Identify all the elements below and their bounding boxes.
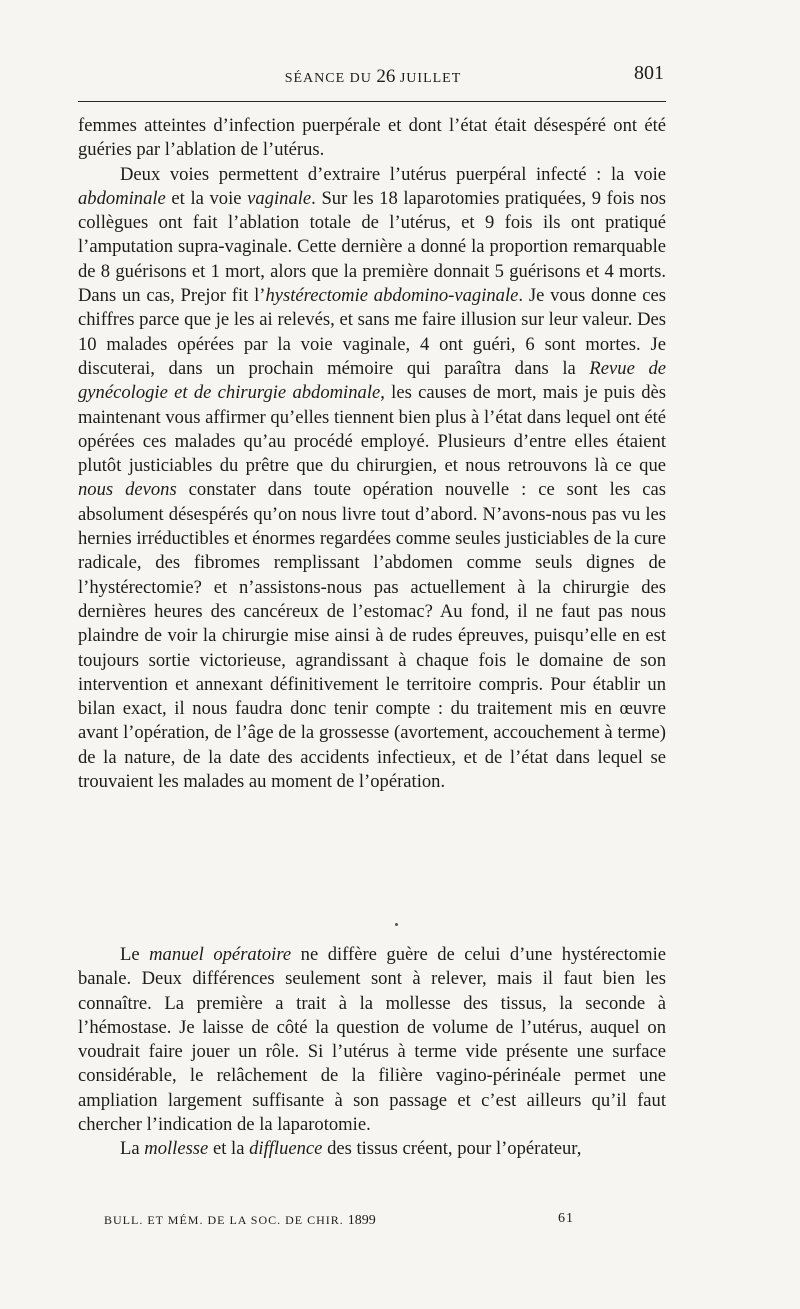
running-head-month: JUILLET [399,71,462,86]
text-run: Deux voies permettent d’extraire l’utérus puerpéral infecté : la voie [120,163,666,185]
page-header [78,62,668,92]
footer-journal-title: BULL. ET MÉM. DE LA SOC. DE CHIR. [104,1213,344,1227]
text-run: et la voie [165,187,248,209]
italic-journal-title: Revue de gynécologie et de chirurgie abdominale [78,357,666,404]
text-run: , les causes de mort, mais je puis dès maintenant vous affirmer qu’elles tiennent bien plus à l’état dans lequel ont été opérées ces malades qu’au procédé employé. Plusieurs d’entre elles étaient plutôt justiciables du prêtre que du chirurgien, et nous retrouvons là ce que [78,382,666,477]
italic-term: vaginale [247,187,312,209]
page-number: 801 [634,62,664,84]
paragraph-mollesse [78,1137,666,1161]
italic-term: nous devons [78,479,177,501]
text-run: . Je vous donne ces chiffres parce que je les ai relevés, et sans me faire illusion sur leur valeur. Des 10 malades opérées par la voie vaginale, 4 ont guéri, 6 sont mortes. Je discuterai, dans un prochain mémoire qui paraîtra dans la [78,285,666,379]
paragraph-continuation: femmes atteintes d’infection puerpérale et dont l’état était désespéré ont été guéries par l’ablation de l’utérus. [78,115,666,161]
italic-term: hystérectomie abdomino-vaginale [265,285,519,307]
italic-term: manuel opératoire [149,944,292,965]
text-run: . Sur les 18 laparotomies pratiquées, 9 fois nos collègues ont fait l’ablation totale de l’utérus, et 9 fois ils ont pratiqué l’amputation supra-vaginale. Cette dernière a donné la proportion remarquable de 8 guérisons et 1 mort, alors que la première donnait 5 guérisons et 4 morts. Dans un cas, Prejor fit l’ [78,187,666,307]
italic-term: mollesse [144,1138,209,1160]
footer-year: 1899 [347,1213,376,1228]
text-run: Le [120,944,150,965]
paragraph-two-routes [78,163,666,795]
text-run: La [120,1138,145,1160]
text-run: et la [208,1138,250,1160]
page-footer [104,1211,574,1231]
text-run: des tissus créent, pour l’opérateur, [322,1138,582,1160]
italic-term: abdominale [78,187,166,209]
running-head-text: SÉANCE DU [284,71,372,86]
text-run: ne diffère guère de celui d’une hystérectomie banale. Deux différences seulement sont à relever, mais il faut bien les connaître. La première a trait à la mollesse des tissus, la seconde à l’hémostase. Je laisse de côté la question de volume de l’utérus, auquel on voudrait faire jouer un rôle. Si l’utérus à terme vide présente une surface considérable, le relâchement de la filière vagino-périnéale permet une ampliation largement suffisante à son passage et c’est ailleurs qu’il faut chercher l’indication de la laparotomie. [78,944,666,1136]
section-break-dot [395,923,398,926]
running-head-date: 26 [376,66,396,87]
text-block-2 [78,943,666,1162]
paragraph-manuel-operatoire [78,943,666,1137]
text-block-1 [78,114,666,794]
text-run: constater dans toute opération nouvelle : ce sont les cas absolument désespérés qu’on nous livre tout d’abord. N’avons-nous pas vu les hernies irréductibles et énormes regardées comme seules justiciables de la cure radicale, des fibromes remplissant l’abdomen comme seuls dignes de l’hystérectomie? et n’assistons-nous pas actuellement à la chirurgie des dernières heures des cancéreux de l’estomac? Au fond, il ne faut pas nous plaindre de voir la chirurgie mise ainsi à de rudes épreuves, puisqu’elle en est toujours sortie victorieuse, agrandissant à chaque fois le domaine de son intervention et annexant définitivement le territoire compris. Pour établir un bilan exact, il nous faudra donc tenir compte : du traitement mis en œuvre avant l’opération, de l’âge de la grossesse (avortement, accouchement à terme) de la nature, de la date des accidents infectieux, et de l’état dans lequel se trouvaient les malades au moment de l’opération. [78,479,666,793]
running-head [78,66,668,88]
header-rule [78,101,666,102]
footer-journal [104,1213,376,1229]
footer-signature-mark: 61 [558,1211,574,1226]
italic-term: diffluence [249,1138,323,1160]
